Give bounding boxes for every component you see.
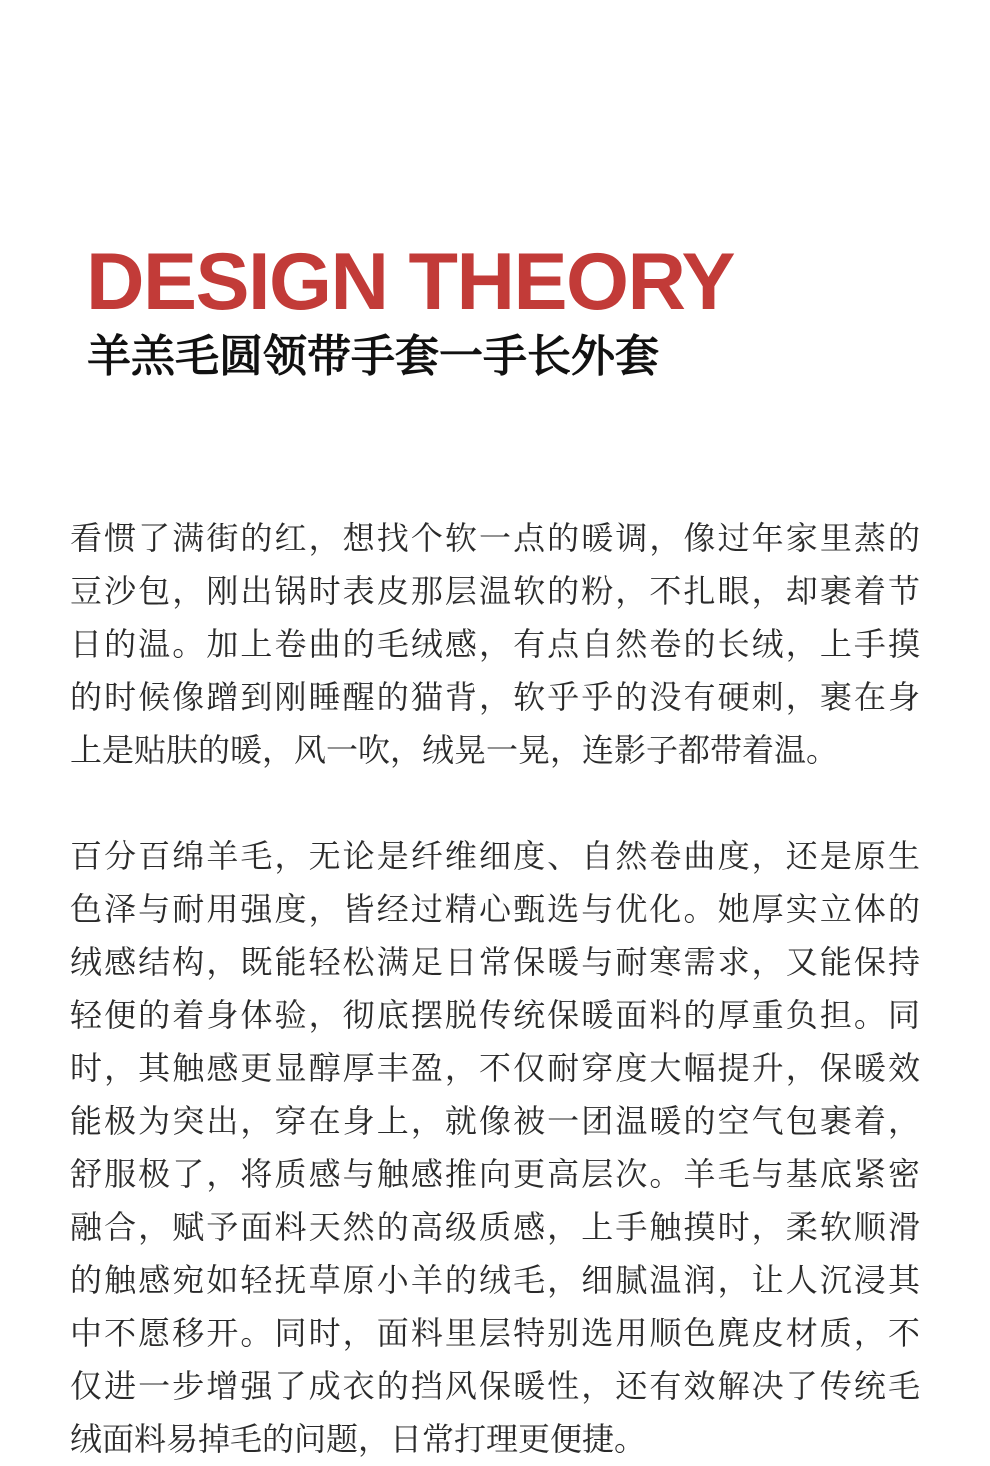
paragraph-line: 上是贴肤的暖，风一吹，绒晃一晃，连影子都带着温。 (70, 731, 839, 769)
paragraph-line: 中不愿移开。同时，面料里层特别选用顺色麂皮材质，不 (70, 1314, 920, 1352)
paragraph-line: 融合，赋予面料天然的高级质感，上手触摸时，柔软顺滑 (70, 1208, 920, 1246)
paragraph-line: 的触感宛如轻抚草原小羊的绒毛，细腻温润，让人沉浸其 (70, 1261, 920, 1299)
page-subtitle: 羊羔毛圆领带手套一手长外套 (87, 331, 659, 382)
paragraph-line: 百分百绵羊毛，无论是纤维细度、自然卷曲度，还是原生 (70, 837, 920, 875)
page-title: DESIGN THEORY (86, 237, 735, 327)
material-paragraph (70, 830, 920, 1466)
paragraph-line: 日的温。加上卷曲的毛绒感，有点自然卷的长绒，上手摸 (70, 625, 920, 663)
paragraph-line: 绒面料易掉毛的问题，日常打理更便捷。 (70, 1420, 647, 1458)
paragraph-line: 仅进一步增强了成衣的挡风保暖性，还有效解决了传统毛 (70, 1367, 920, 1405)
paragraph-line: 的时候像蹭到刚睡醒的猫背，软乎乎的没有硬刺，裹在身 (70, 678, 920, 716)
paragraph-line: 能极为突出，穿在身上，就像被一团温暖的空气包裹着， (70, 1102, 920, 1140)
intro-paragraph (70, 512, 920, 777)
paragraph-line: 绒感结构，既能轻松满足日常保暖与耐寒需求，又能保持 (70, 943, 920, 981)
paragraph-line: 舒服极了，将质感与触感推向更高层次。羊毛与基底紧密 (70, 1155, 920, 1193)
paragraph-line: 色泽与耐用强度，皆经过精心甄选与优化。她厚实立体的 (70, 890, 920, 928)
paragraph-line: 时，其触感更显醇厚丰盈，不仅耐穿度大幅提升，保暖效 (70, 1049, 920, 1087)
paragraph-line: 豆沙包，刚出锅时表皮那层温软的粉，不扎眼，却裹着节 (70, 572, 920, 610)
paragraph-line: 看惯了满街的红，想找个软一点的暖调，像过年家里蒸的 (70, 519, 920, 557)
paragraph-line: 轻便的着身体验，彻底摆脱传统保暖面料的厚重负担。同 (70, 996, 920, 1034)
